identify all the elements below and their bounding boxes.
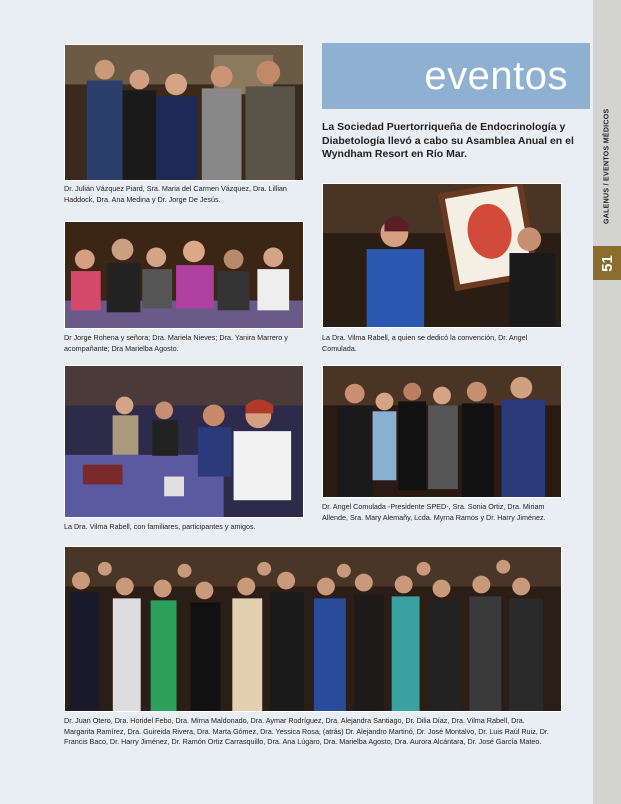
photo-table-group	[64, 221, 304, 329]
caption-photo-3: La Dra. Vilma Rabell, a quien se dedicó la convención, Dr. Angel Comulada.	[322, 333, 528, 353]
photo-award	[322, 183, 562, 328]
caption-photo-1: Dr. Julián Vázquez Piard, Sra. Maria del Carmen Vázquez, Dra. Lillian Haddock, Dra. Ana Medina y Dr. Jorge De Jesús.	[64, 184, 287, 204]
photo-banquet	[64, 365, 304, 518]
caption-photo-6: Dr. Juan Otero, Dra. Horidel Febo, Dra. Mirna Maldonado, Dra. Aymar Rodríguez, Dra. Alejandra Santiago, Dr. Dilia Díaz, Dra. Vilma Rabell, Dra. Margarita Ramírez, Dra. Guireida Rivera, Dra. Marta Gómez, Dra. Yessica Rosa, (atrás) Dr. Alejandro Martinó, Dr. José Montalvo, Dr. Luis Raúl Ruiz, Dr. Francis Baco, Dr. Harry Jiménez, Dr. Ramón Ortiz Carrasquillo, Dra. Ana Lúgaro, Dra. Marielba Agosto, Dra. Aurora Alcántara, Dr. José García Mateo.	[64, 716, 549, 747]
section-banner: eventos	[322, 43, 590, 109]
photo-large-group	[64, 546, 562, 712]
headline: La Sociedad Puertorriqueña de Endocrinología y Diabetología llevó a cabo su Asamblea Anual en el Wyndham Resort en Río Mar.	[322, 121, 574, 160]
caption-photo-4: La Dra. Vilma Rabell, con familiares, participantes y amigos.	[64, 522, 256, 531]
page-number-text: 51	[598, 254, 616, 272]
caption-photo-2: Dr Jorge Rohena y señora; Dra. Mariela Nieves; Dra. Yanira Marrero y acompañante; Dra Marielba Agosto.	[64, 333, 288, 353]
sidebar-label: GALENUS / EVENTOS MÉDICOS	[603, 108, 611, 224]
photo-group-five	[64, 44, 304, 181]
page-number	[593, 246, 621, 280]
photo-group-six	[322, 365, 562, 498]
caption-photo-5: Dr. Angel Comulada -Presidente SPED-, Sra. Sonia Ortiz, Dra. Miriam Allende, Sra. Mary Alemañy, Lcda. Myrna Ramos y Dr. Harry Jiménez.	[322, 502, 546, 522]
